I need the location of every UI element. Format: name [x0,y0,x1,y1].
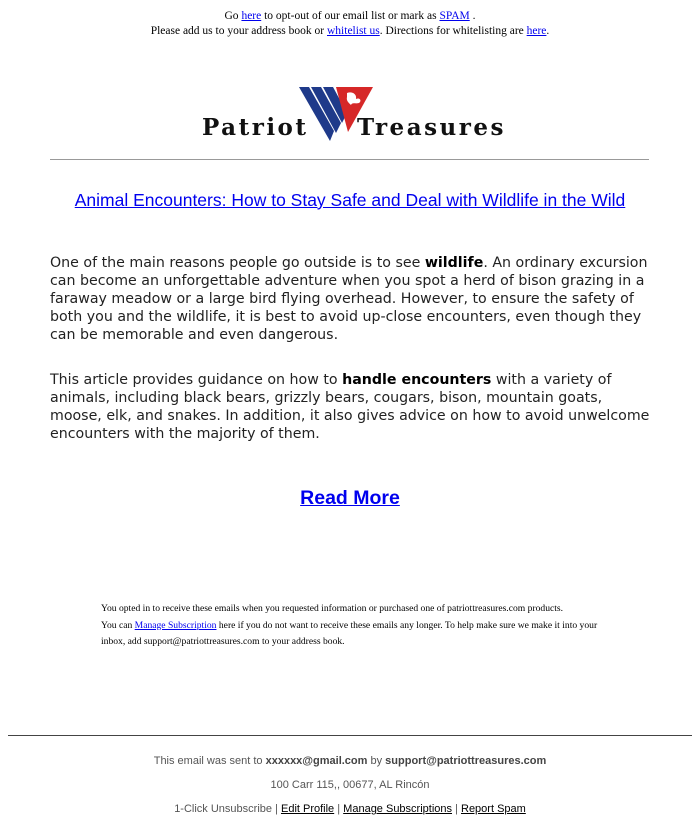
headline-link[interactable]: Animal Encounters: How to Stay Safe and Deal with Wildlife in the Wild [74,190,626,210]
read-more-link[interactable]: Read More [300,487,400,509]
preheader-line-1 [0,9,700,24]
paragraph-text: . An ordinary excursion can become an unforgettable adventure when you spot a herd of bison grazing in a faraway meadow or a large bird flying overhead. However, to ensure the safety of both you and the wildlife, it is best to avoid up-close encounters, even though they can be memorable and even dangerous. [50,255,648,343]
separator: | [455,803,458,815]
footer-text: by [367,755,386,767]
one-click-unsubscribe-link[interactable]: 1-Click Unsubscribe [174,803,272,815]
preheader-text: . [546,25,550,37]
preheader-text: . Directions for whitelisting are [379,25,527,37]
manage-subscription-link[interactable]: Manage Subscription [134,619,217,631]
read-more [0,486,700,510]
footer-links [0,802,700,816]
edit-profile-link[interactable]: Edit Profile [280,803,335,815]
preheader-text: . [469,10,476,22]
sender-email: support@patriottreasures.com [385,755,547,767]
footer-address: 100 Carr 115,, 00677, AL Rincón [270,779,430,791]
spam-link[interactable]: SPAM [439,10,470,22]
preheader-text: Go [224,10,242,22]
opt-in-text: here if you do not want to receive these emails any longer. To help make sure we make it into your inbox, add support@patriottreasures.com to your address book. [101,619,598,647]
opt-in-line-2 [101,618,601,651]
whitelist-link[interactable]: whitelist us [327,25,380,37]
paragraph-text: One of the main reasons people go outside is to see [50,255,425,271]
recipient-email: xxxxxx@gmail.com [265,755,368,767]
bold-wildlife: wildlife [424,255,484,271]
report-spam-link[interactable]: Report Spam [461,803,526,815]
separator: | [275,803,278,815]
whitelist-directions-link[interactable]: here [526,25,547,37]
preheader-text: to opt-out of our email list or mark as [261,10,440,22]
footer-sent-to [0,754,700,768]
brand-logo[interactable] [0,85,700,147]
article-paragraph-1 [50,254,655,344]
opt-out-link[interactable]: here [241,10,262,22]
preheader-line-2 [0,24,700,39]
manage-subscriptions-link[interactable]: Manage Subscriptions [343,803,453,815]
footer-text: This email was sent to [153,755,266,767]
footer-divider [8,735,692,736]
logo-text-right: Treasures [357,114,506,141]
paragraph-text: with a variety of animals, including black bears, grizzly bears, cougars, bison, mountain goats, moose, elk, and snakes. In addition, it also gives advice on how to avoid unwelcome encounters with the majority of them. [50,372,650,442]
preheader-text: Please add us to your address book or [150,25,327,37]
logo-text-left: Patriot [202,114,309,141]
opt-in-notice [101,601,601,651]
article-headline [0,189,700,211]
opt-in-text: You can [101,619,135,631]
header-divider [50,159,649,160]
bold-handle-encounters: handle encounters [342,372,492,388]
paragraph-text: This article provides guidance on how to [50,372,343,388]
opt-in-line-1: You opted in to receive these emails when you requested information or purchased one of patriottreasures.com products. [101,603,564,614]
preheader [0,9,700,39]
separator: | [337,803,341,815]
article-paragraph-2 [50,371,655,443]
logo-mark-icon [0,85,700,147]
